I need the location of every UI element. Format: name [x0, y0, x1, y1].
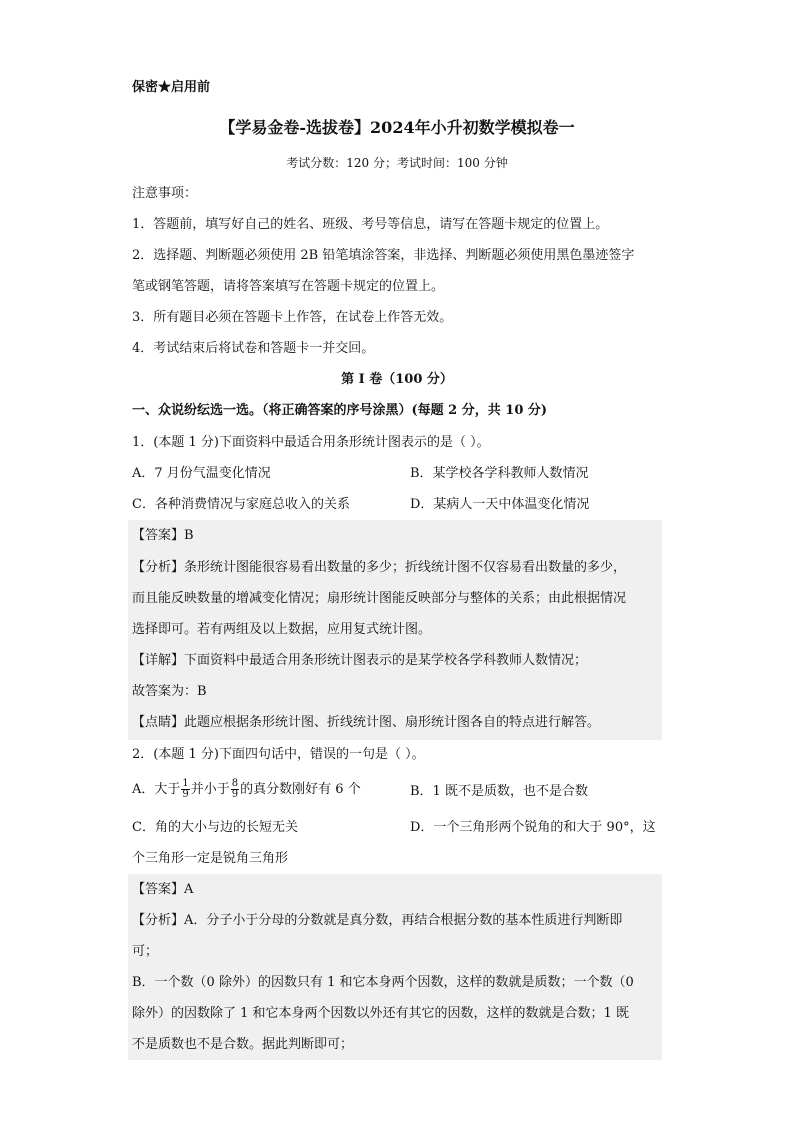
- section-heading: 一、众说纷纭选一选。（将正确答案的序号涂黑）(每题 2 分，共 10 分): [132, 403, 548, 418]
- fraction-1-denominator: 9: [182, 789, 189, 800]
- q2-option-d-cont: 个三角形一定是锐角三角形: [132, 851, 289, 866]
- part-title: 第 I 卷（100 分）: [341, 372, 453, 387]
- fraction-1-9: [181, 779, 189, 800]
- q2-option-d: D．一个三角形两个锐角的和大于 90°，这: [410, 820, 656, 835]
- secret-label: 保密★启用前: [132, 80, 211, 95]
- q2-option-a: [132, 779, 361, 800]
- q2-analysis-4: 除外）的因数除了 1 和它本身两个因数以外还有其它的因数，这样的数就是合数；1 既: [132, 1006, 629, 1021]
- q2-answer-block: [128, 874, 662, 1060]
- note-2b: 笔或钢笔答题，请将答案填写在答题卡规定的位置上。: [132, 279, 445, 294]
- fraction-2-denominator: 9: [231, 789, 239, 800]
- q2-option-a-post: 的真分数刚好有 6 个: [240, 782, 361, 797]
- fraction-8-9: [231, 779, 239, 800]
- q1-stem: 1．(本题 1 分)下面资料中最适合用条形统计图表示的是（ ）。: [132, 435, 490, 450]
- note-2a: 2．选择题、判断题必须使用 2B 铅笔填涂答案，非选择、判断题必须使用黑色墨迹签字: [132, 248, 635, 263]
- q1-option-b: B．某学校各学科教师人数情况: [410, 466, 589, 481]
- note-4: 4．考试结束后将试卷和答题卡一并交回。: [132, 341, 375, 356]
- q1-detail: 【详解】下面资料中最适合用条形统计图表示的是某学校各学科教师人数情况；: [132, 653, 588, 668]
- q2-option-a-mid: 并小于: [190, 782, 230, 797]
- fraction-2-numerator: 8: [231, 778, 239, 789]
- q1-option-a: A．7 月份气温变化情况: [132, 466, 271, 481]
- q2-option-a-pre: A．大于: [132, 782, 181, 797]
- q2-option-b: B．1 既不是质数，也不是合数: [410, 784, 588, 799]
- q1-option-d: D．某病人一天中体温变化情况: [410, 497, 590, 512]
- q2-analysis-5: 不是质数也不是合数。据此判断即可；: [132, 1037, 354, 1052]
- q1-analysis-1: 【分析】条形统计图能很容易看出数量的多少；折线统计图不仅容易看出数量的多少，: [132, 560, 627, 575]
- q2-stem: 2．(本题 1 分)下面四句话中，错误的一句是（ ）。: [132, 747, 425, 762]
- q2-option-c: C．角的大小与边的长短无关: [132, 820, 298, 835]
- exam-title: 【学易金卷-选拔卷】2024年小升初数学模拟卷一: [219, 118, 575, 137]
- q2-analysis-2: 可；: [132, 944, 159, 959]
- q1-final: 故答案为：B: [132, 684, 207, 699]
- notes-heading: 注意事项：: [132, 186, 198, 201]
- q2-answer: 【答案】A: [132, 882, 194, 897]
- q2-analysis-1: 【分析】A．分子小于分母的分数就是真分数，再结合根据分数的基本性质进行判断即: [132, 913, 623, 928]
- note-3: 3．所有题目必须在答题卡上作答，在试卷上作答无效。: [132, 310, 453, 325]
- fraction-1-numerator: 1: [182, 778, 189, 789]
- q2-analysis-3: B．一个数（0 除外）的因数只有 1 和它本身两个因数，这样的数就是质数；一个数（0: [132, 975, 634, 990]
- q1-option-c: C．各种消费情况与家庭总收入的关系: [132, 497, 350, 512]
- q1-analysis-2: 而且能反映数量的增减变化情况；扇形统计图能反映部分与整体的关系；由此根据情况: [132, 591, 627, 606]
- q1-analysis-3: 选择即可。若有两组及以上数据，应用复式统计图。: [132, 622, 432, 637]
- note-1: 1．答题前，填写好自己的姓名、班级、考号等信息，请写在答题卡规定的位置上。: [132, 217, 609, 232]
- exam-info: 考试分数：120 分；考试时间：100 分钟: [286, 156, 508, 170]
- q1-comment: 【点睛】此题应根据条形统计图、折线统计图、扇形统计图各自的特点进行解答。: [132, 715, 601, 730]
- q1-answer: 【答案】B: [132, 528, 194, 543]
